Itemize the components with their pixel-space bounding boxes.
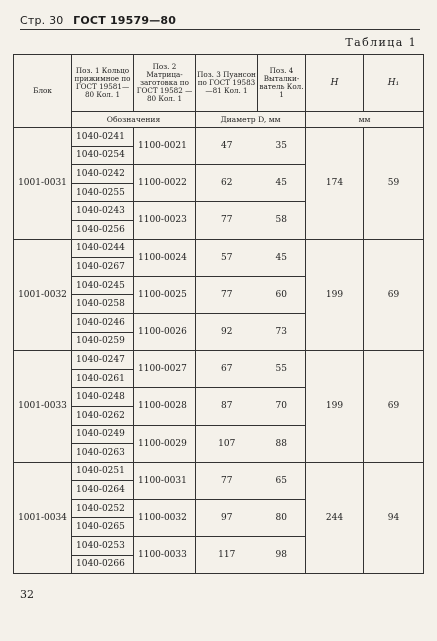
poz2-code: 1100-0024 (134, 239, 196, 276)
height-H: 244 (306, 462, 364, 574)
poz3-diameter: 107 (196, 425, 258, 462)
height-H1: 69 (364, 351, 424, 463)
poz3-diameter: 77 (196, 462, 258, 499)
poz2-code: 1100-0028 (134, 388, 196, 425)
poz3-diameter: 97 (196, 499, 258, 536)
page-header (20, 14, 420, 30)
col-poz4: Поз. 4 Выталки-ватель Кол. 1 (258, 55, 306, 112)
poz4-diameter: 80 (258, 499, 306, 536)
poz4-diameter: 58 (258, 202, 306, 239)
poz4-diameter: 65 (258, 462, 306, 499)
poz2-code: 1100-0025 (134, 276, 196, 313)
poz1-code: 1040-0259 (72, 332, 134, 351)
poz1-code: 1040-0266 (72, 555, 134, 574)
poz1-code: 1040-0258 (72, 295, 134, 314)
height-H1: 69 (364, 239, 424, 351)
table-title: Таблица 1 (345, 36, 417, 49)
poz1-code: 1040-0262 (72, 406, 134, 425)
poz2-code: 1100-0023 (134, 202, 196, 239)
page-label: Стр. 30 (20, 14, 64, 27)
poz4-diameter: 70 (258, 388, 306, 425)
poz3-diameter: 67 (196, 351, 258, 388)
col-H1: H₁ (364, 55, 424, 112)
spec-table (13, 54, 424, 574)
col-H: H (306, 55, 364, 112)
height-H1: 94 (364, 462, 424, 574)
poz2-code: 1100-0029 (134, 425, 196, 462)
poz1-code: 1040-0261 (72, 369, 134, 388)
height-H: 174 (306, 128, 364, 240)
page-number: 32 (20, 588, 34, 601)
poz4-diameter: 98 (258, 537, 306, 574)
col-diametr: Диаметр D, мм (196, 112, 306, 128)
poz4-diameter: 35 (258, 128, 306, 165)
poz2-code: 1100-0027 (134, 351, 196, 388)
poz3-diameter: 92 (196, 313, 258, 350)
poz1-code: 1040-0254 (72, 146, 134, 165)
poz1-code: 1040-0242 (72, 165, 134, 184)
poz1-code: 1040-0252 (72, 499, 134, 518)
poz1-code: 1040-0255 (72, 183, 134, 202)
table-row (14, 239, 424, 258)
poz1-code: 1040-0267 (72, 258, 134, 277)
poz1-code: 1040-0246 (72, 313, 134, 332)
poz2-code: 1100-0021 (134, 128, 196, 165)
poz2-code: 1100-0032 (134, 499, 196, 536)
col-poz2: Поз. 2 Матрица-заготовка по ГОСТ 19582 —80 Кол. 1 (134, 55, 196, 112)
poz3-diameter: 57 (196, 239, 258, 276)
col-poz3: Поз. 3 Пуансон по ГОСТ 19583—81 Кол. 1 (196, 55, 258, 112)
standard-code: ГОСТ 19579—80 (73, 14, 177, 27)
poz2-code: 1100-0031 (134, 462, 196, 499)
poz1-code: 1040-0245 (72, 276, 134, 295)
poz4-diameter: 45 (258, 239, 306, 276)
col-blok: Блок (14, 55, 72, 128)
poz4-diameter: 73 (258, 313, 306, 350)
poz2-code: 1100-0022 (134, 165, 196, 202)
col-oboznachenie: Обозначения (72, 112, 196, 128)
poz4-diameter: 55 (258, 351, 306, 388)
poz3-diameter: 77 (196, 202, 258, 239)
poz4-diameter: 88 (258, 425, 306, 462)
poz1-code: 1040-0248 (72, 388, 134, 407)
poz1-code: 1040-0251 (72, 462, 134, 481)
poz2-code: 1100-0033 (134, 537, 196, 574)
poz1-code: 1040-0247 (72, 351, 134, 370)
table-body (14, 128, 424, 574)
poz1-code: 1040-0241 (72, 128, 134, 147)
col-poz1: Поз. 1 Кольцо прижимное по ГОСТ 19581—80 Кол. 1 (72, 55, 134, 112)
poz1-code: 1040-0244 (72, 239, 134, 258)
table-row (14, 128, 424, 147)
height-H: 199 (306, 239, 364, 351)
poz3-diameter: 47 (196, 128, 258, 165)
poz1-code: 1040-0253 (72, 537, 134, 556)
table-row (14, 351, 424, 370)
poz4-diameter: 60 (258, 276, 306, 313)
poz3-diameter: 77 (196, 276, 258, 313)
poz1-code: 1040-0263 (72, 444, 134, 463)
poz3-diameter: 117 (196, 537, 258, 574)
poz1-code: 1040-0243 (72, 202, 134, 221)
block-name: 1001-0033 (14, 351, 72, 463)
block-name: 1001-0032 (14, 239, 72, 351)
poz2-code: 1100-0026 (134, 313, 196, 350)
block-name: 1001-0034 (14, 462, 72, 574)
poz3-diameter: 87 (196, 388, 258, 425)
col-mm: мм (306, 112, 424, 128)
poz3-diameter: 62 (196, 165, 258, 202)
height-H1: 59 (364, 128, 424, 240)
poz1-code: 1040-0249 (72, 425, 134, 444)
block-name: 1001-0031 (14, 128, 72, 240)
poz1-code: 1040-0264 (72, 481, 134, 500)
poz1-code: 1040-0265 (72, 518, 134, 537)
poz1-code: 1040-0256 (72, 220, 134, 239)
height-H: 199 (306, 351, 364, 463)
header-rule (20, 29, 420, 30)
poz4-diameter: 45 (258, 165, 306, 202)
table-row (14, 462, 424, 481)
